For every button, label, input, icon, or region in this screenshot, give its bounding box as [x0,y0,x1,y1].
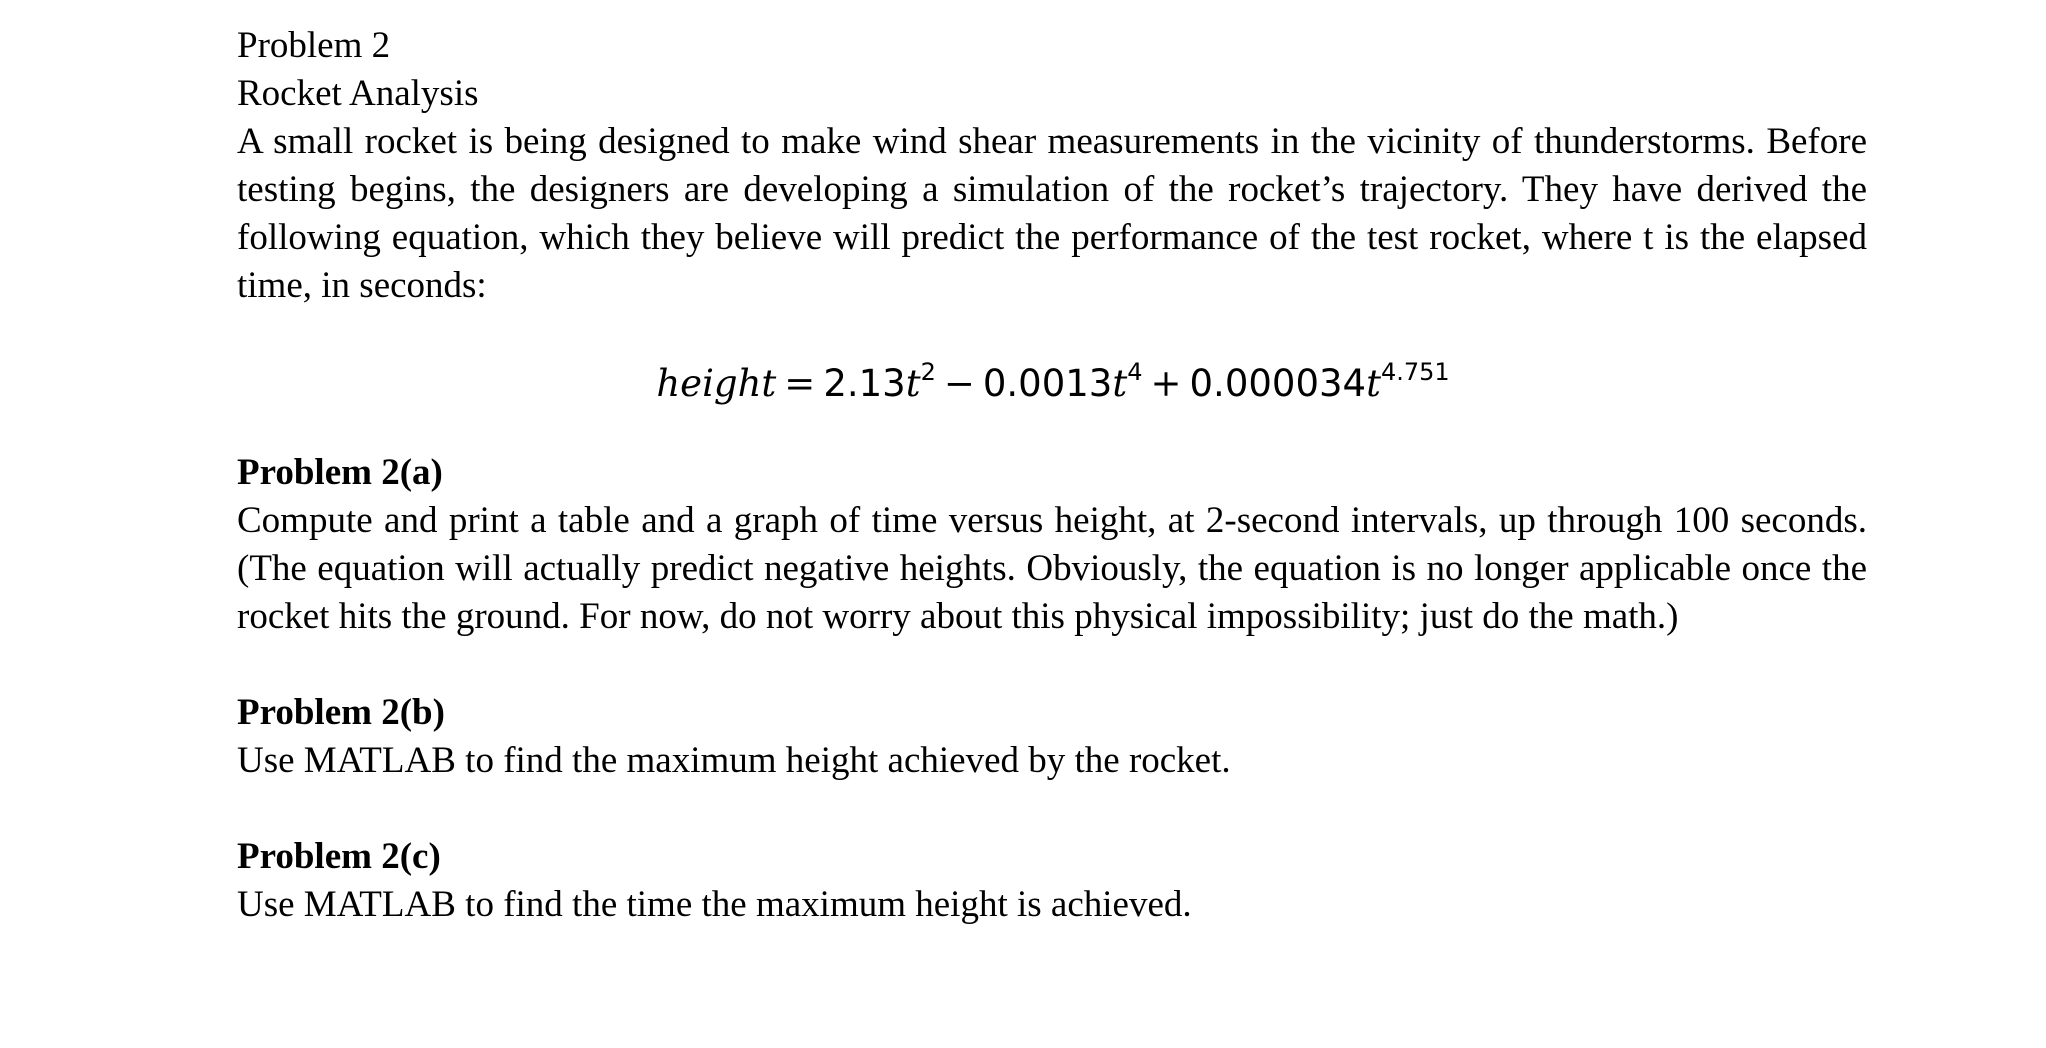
part-a-text: Compute and print a table and a graph of time versus height, at 2-second intervals, up through 100 seconds. (The equation will actually predict negative heights. Obviously, the equation is no longer applicable once the rocket hits the ground. For now, do not worry about this physical impossibility; just do the math.) [237,500,1867,637]
equation-lhs: height [656,362,777,405]
equation-term1-exp: 2 [920,358,936,386]
part-c-text: Use MATLAB to find the time the maximum height is achieved. [237,884,1192,925]
equation-term3-exp: 4.751 [1380,358,1450,386]
equation-term2-exp: 4 [1127,358,1143,386]
equation-term3-var: t [1366,362,1381,405]
equation-op-minus: − [943,362,975,405]
problem-number-title: Problem 2 [237,25,391,66]
equation-equals: = [784,362,816,405]
height-equation [237,360,1867,409]
problem-intro-paragraph: A small rocket is being designed to make wind shear measurements in the vicinity of thunderstorms. Before testing begins, the designers are developing a simulation of the rocket’s trajectory. They have derived the following equation, which they believe will predict the performance of the test rocket, where t is the elapsed time, in seconds: [237,121,1867,306]
part-b-text: Use MATLAB to find the maximum height achieved by the rocket. [237,740,1231,781]
part-c-title: Problem 2(c) [237,836,441,877]
part-b-section [237,689,1867,785]
part-c-section [237,833,1867,929]
problem-header [237,22,1867,310]
part-a-title: Problem 2(a) [237,452,443,493]
part-a-section [237,449,1867,641]
equation-term1-var: t [905,362,921,405]
equation-term3-coef: 0.000034 [1189,362,1367,405]
equation-op-plus: + [1150,362,1182,405]
equation-term1-coef: 2.13 [823,362,906,405]
document-page [237,22,1867,929]
part-b-title: Problem 2(b) [237,692,445,733]
equation-term2-coef: 0.0013 [982,362,1113,405]
problem-subtitle: Rocket Analysis [237,73,479,114]
equation-term2-var: t [1112,362,1128,405]
